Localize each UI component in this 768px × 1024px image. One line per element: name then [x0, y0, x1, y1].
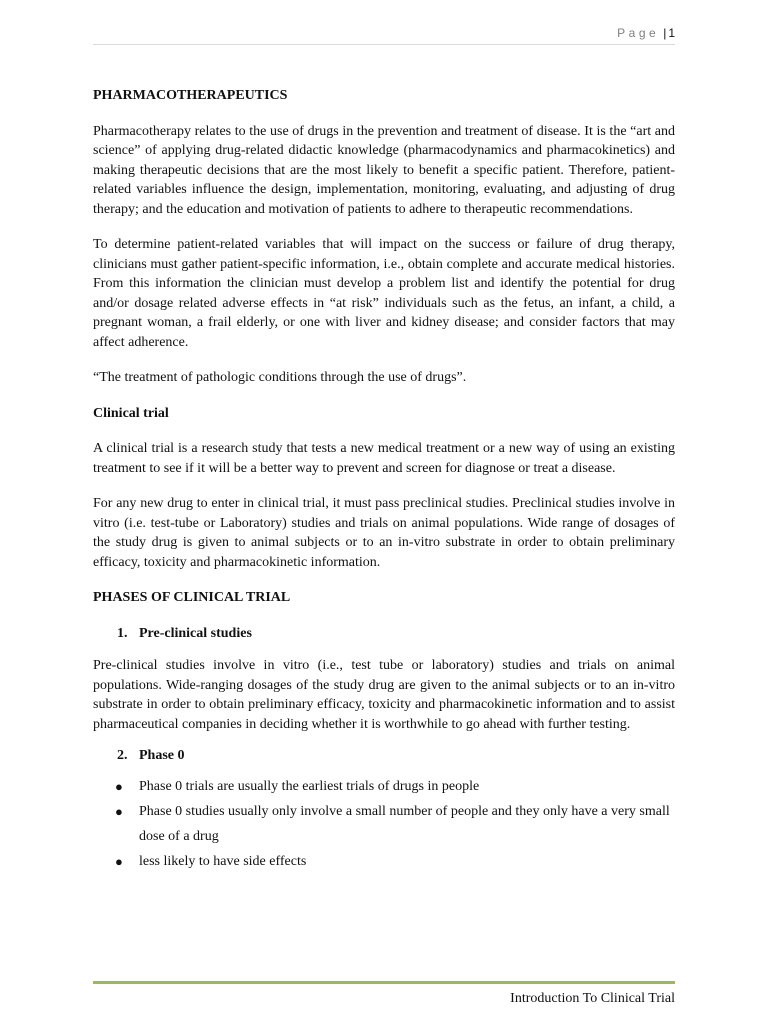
intro-quote: “The treatment of pathologic conditions through the use of drugs”.: [93, 370, 467, 385]
phase-heading-phase-0: [93, 746, 675, 766]
list-item: ● Phase 0 trials are usually the earliest trials of drugs in people: [93, 774, 675, 799]
preclinical-paragraph: Pre-clinical studies involve in vitro (i.e., test tube or laboratory) studies and trials on animal populations. Wide-ranging dosages of the study drug are given to the animal subjects or to an in-vitro substrate in order to obtain preliminary efficacy, toxicity and pharmacokinetic information and to assist pharmaceutical companies in deciding whether it is worthwhile to go ahead with further testing.: [93, 658, 675, 732]
document-title: PHARMACOTHERAPEUTICS: [93, 88, 288, 103]
clinical-trial-paragraph-2: For any new drug to enter in clinical trial, it must pass preclinical studies. Preclinical studies involve in vitro (i.e. test-tube or Laboratory) studies and trials on animal populations. Wide range of dosages of the study drug is given to animal subjects or to an in-vitro substrate in order to obtain preliminary efficacy, toxicity and pharmacokinetic information.: [93, 496, 675, 570]
phases-heading: PHASES OF CLINICAL TRIAL: [93, 590, 291, 605]
phase-heading-preclinical: [93, 624, 675, 644]
bullet-icon: ●: [115, 803, 123, 819]
list-item: ● Phase 0 studies usually only involve a small number of people and they only have a very small dose of a drug: [93, 799, 675, 849]
phase-title: Pre-clinical studies: [139, 625, 252, 641]
page-separator: |: [663, 26, 667, 40]
footer-title: Introduction To Clinical Trial: [510, 991, 675, 1006]
clinical-trial-heading: Clinical trial: [93, 405, 169, 421]
page-number-label: [617, 26, 675, 40]
phase-title: Phase 0: [139, 748, 185, 763]
bullet-icon: ●: [115, 853, 123, 869]
clinical-trial-paragraph-1: A clinical trial is a research study that tests a new medical treatment or a new way of using an existing treatment to see if it will be a better way to prevent and screen for diagnose or treat a disease.: [93, 441, 675, 476]
phase-0-bullet-list: [93, 774, 675, 874]
list-item: ● less likely to have side effects: [93, 849, 675, 874]
bullet-icon: ●: [115, 778, 123, 794]
page-word: Page: [617, 26, 660, 40]
intro-paragraph-2: To determine patient-related variables that will impact on the success or failure of drug therapy, clinicians must gather patient-specific information, i.e., obtain complete and accurate medical histories. From this information the clinician must develop a problem list and identify the potential for drug and/or dosage related adverse effects in “at risk” individuals such as the fetus, an infant, a child, a pregnant woman, a frail elderly, or one with liver and kidney disease; and consider factors that may affect adherence.: [93, 237, 675, 350]
phase-number: 1.: [117, 625, 128, 641]
document-body: [93, 86, 675, 874]
intro-paragraph-1: Pharmacotherapy relates to the use of drugs in the prevention and treatment of disease. It is the “art and science” of applying drug-related didactic knowledge (pharmacodynamics and pharmacokinetics) and making therapeutic decisions that are the most likely to benefit a specific patient. Therefore, patient-related variables influence the design, implementation, monitoring, evaluating, and adjusting of drug therapy; and the education and motivation of patients to adhere to therapeutic recommendations.: [93, 123, 675, 217]
page-header: [93, 26, 675, 45]
footer-rule: [93, 981, 675, 984]
phase-number: 2.: [117, 748, 128, 763]
page-number: 1: [668, 26, 675, 40]
